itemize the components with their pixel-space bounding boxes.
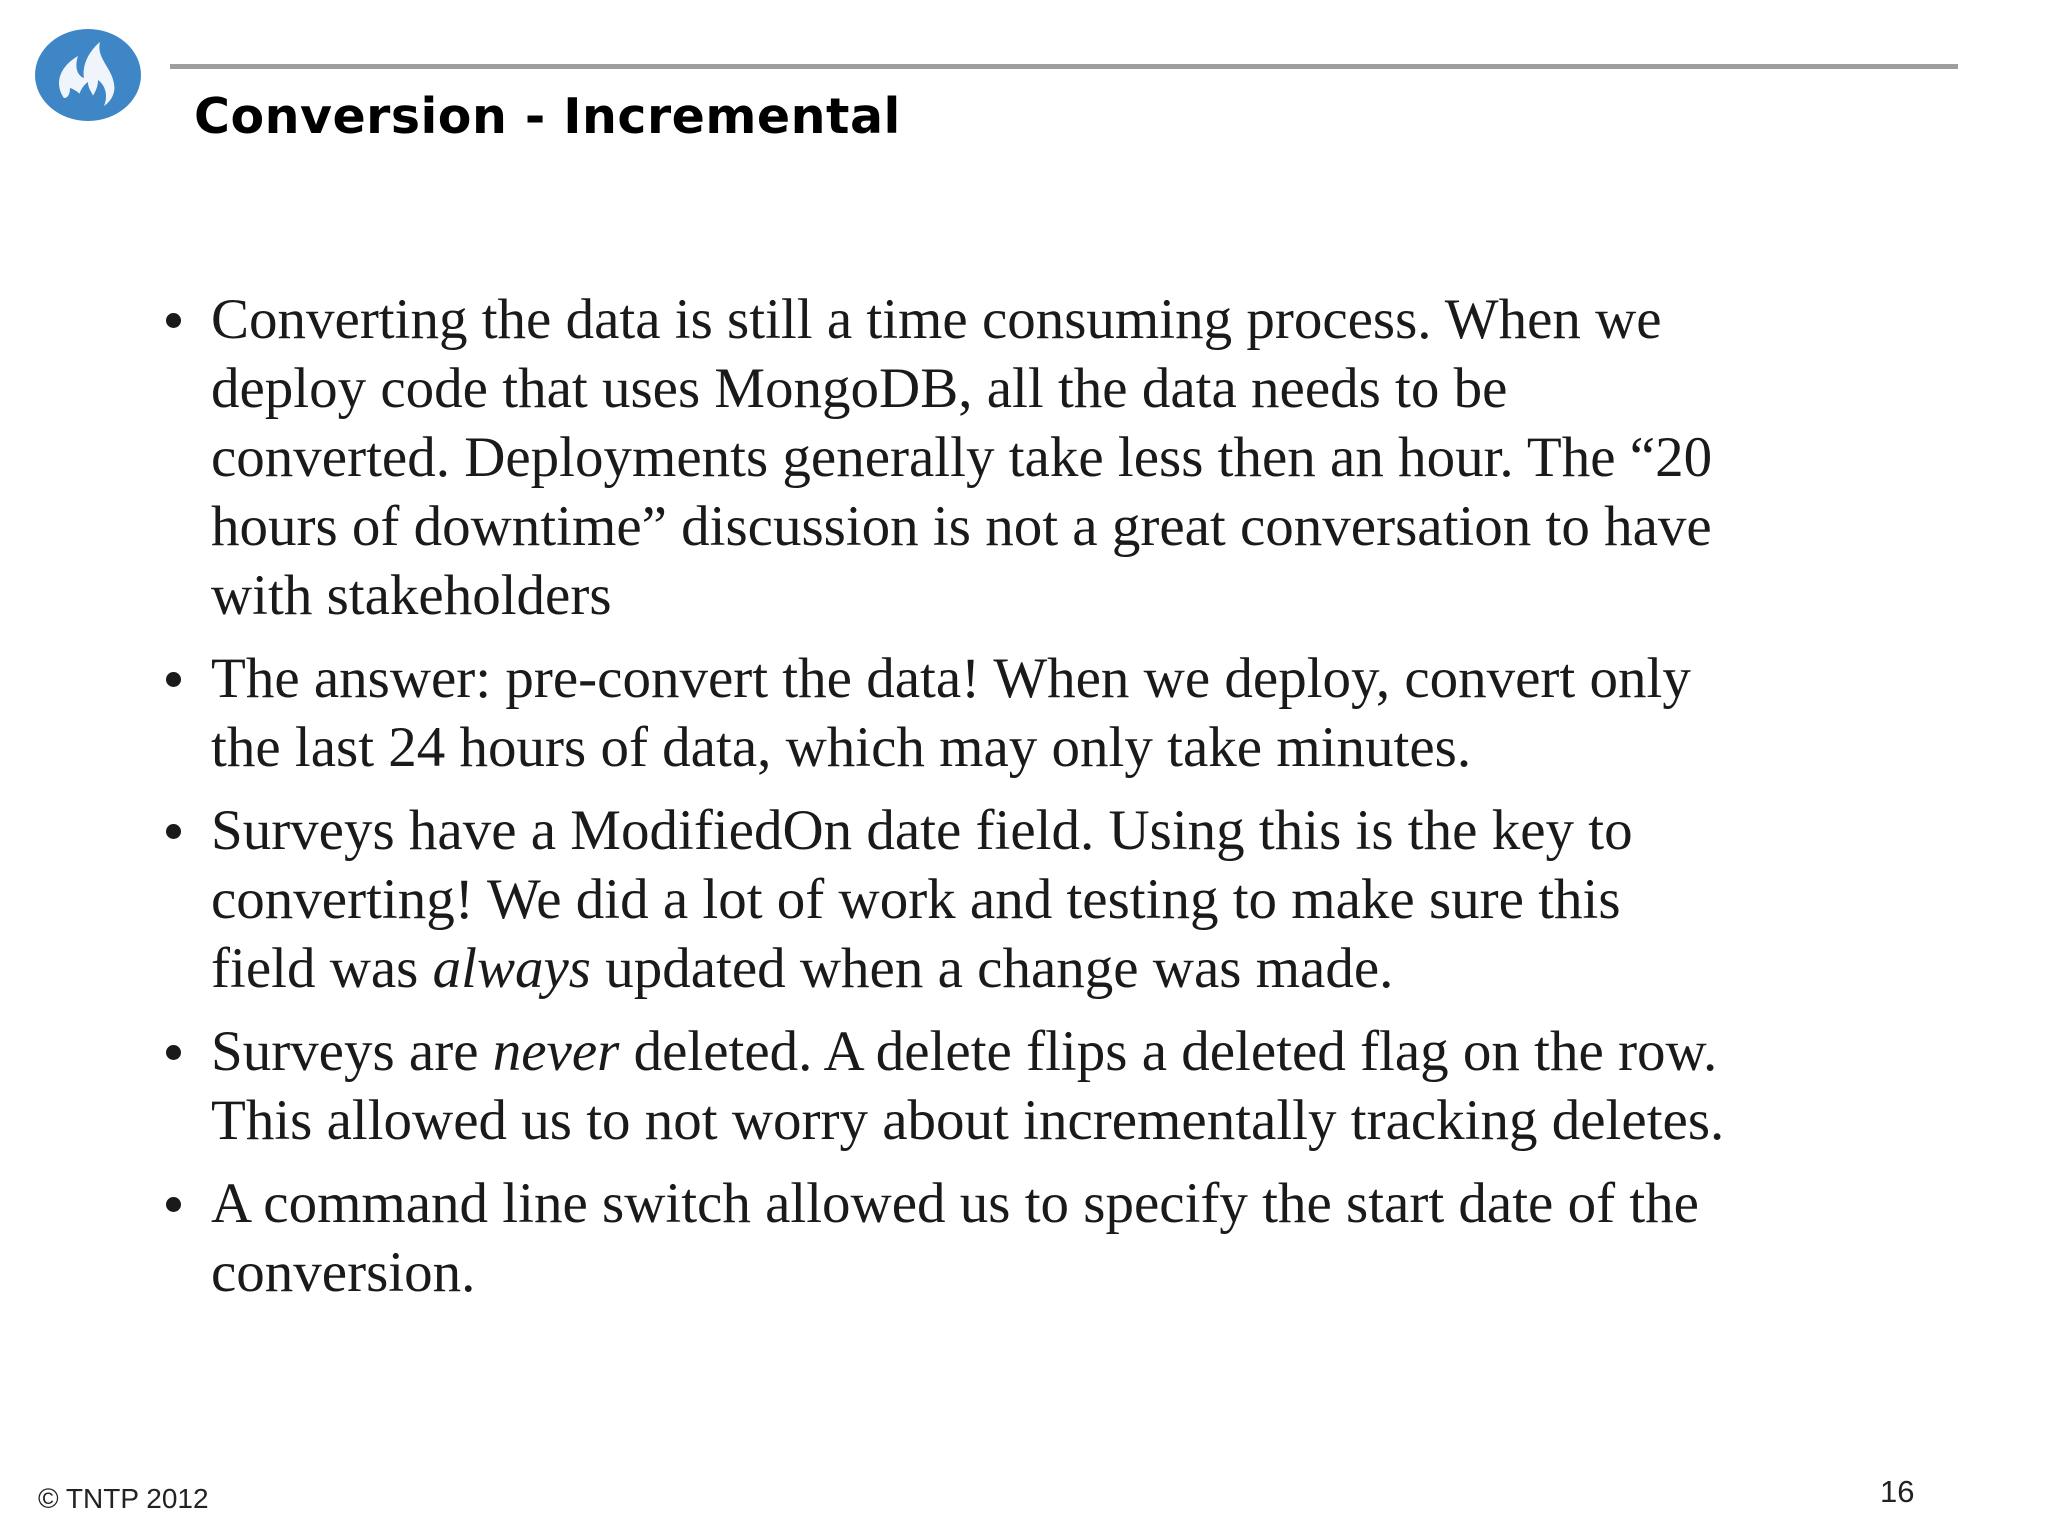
text-run: field was: [211, 937, 433, 1000]
bullet-list: [160, 285, 1920, 1321]
bullet-item: [160, 285, 1920, 630]
bullet-line: conversion.: [211, 1241, 476, 1304]
bullet-line: deploy code that uses MongoDB, all the data needs to be: [211, 357, 1508, 420]
bullet-line: This allowed us to not worry about incrementally tracking deletes.: [211, 1089, 1725, 1152]
bullet-text: [211, 1169, 1920, 1307]
bullet-text: [211, 796, 1920, 1003]
text-run: deleted. A delete flips a deleted flag on the row.: [619, 1020, 1718, 1083]
bullet-text: [211, 644, 1920, 782]
bullet-line: A command line switch allowed us to specify the start date of the: [211, 1172, 1699, 1235]
bullet-line: converted. Deployments generally take less then an hour. The “20: [211, 426, 1713, 489]
emphasis-text: always: [432, 937, 591, 1000]
bullet-marker: [166, 672, 181, 687]
bullet-line: Converting the data is still a time consuming process. When we: [211, 288, 1662, 351]
title-divider: [170, 64, 1958, 69]
bullet-marker: [166, 313, 181, 328]
bullet-item: [160, 796, 1920, 1003]
bullet-item: [160, 644, 1920, 782]
text-run: updated when a change was made.: [590, 937, 1394, 1000]
page-number: 16: [1880, 1474, 1915, 1509]
bullet-line: Surveys have a ModifiedOn date field. Using this is the key to: [211, 799, 1633, 862]
bullet-marker: [166, 1197, 181, 1212]
bullet-text: [211, 1017, 1920, 1155]
bullet-marker: [166, 824, 181, 839]
bullet-marker: [166, 1045, 181, 1060]
bullet-line: hours of downtime” discussion is not a great conversation to have: [211, 495, 1712, 558]
bullet-item: [160, 1017, 1920, 1155]
slide-title: Conversion - Incremental: [194, 88, 901, 145]
bullet-line: with stakeholders: [211, 564, 612, 627]
bullet-line: The answer: pre-convert the data! When we deploy, convert only: [211, 647, 1691, 710]
bullet-line: [211, 1017, 1920, 1086]
bullet-item: [160, 1169, 1920, 1307]
copyright-footer: © TNTP 2012: [38, 1483, 209, 1514]
bullet-text: [211, 285, 1920, 630]
bullet-line: [211, 934, 1920, 1003]
bullet-line: converting! We did a lot of work and testing to make sure this: [211, 868, 1621, 931]
text-run: Surveys are: [211, 1020, 493, 1083]
emphasis-text: never: [492, 1020, 620, 1083]
bullet-line: the last 24 hours of data, which may only take minutes.: [211, 716, 1472, 779]
flame-logo-icon: [34, 28, 142, 122]
